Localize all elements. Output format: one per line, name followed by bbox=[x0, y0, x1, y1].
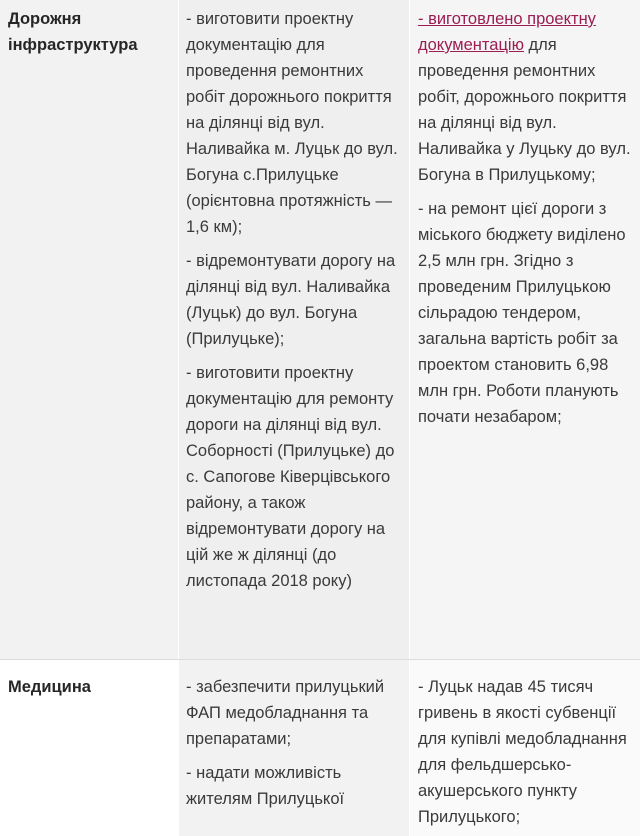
plans-cell bbox=[179, 0, 409, 659]
plan-item: - виготовити проектну документацію для проведення ремонтних робіт дорожнього покриття на ділянці від вул. Наливайка м. Луцьк до вул. Богуна с.Прилуцьке (орієнтовна протяжність —1,6 км); bbox=[186, 10, 398, 236]
plan-item: - надати можливість жителям Прилуцької bbox=[186, 764, 345, 808]
category-label: Медицина bbox=[8, 678, 91, 696]
result-item: - Луцьк надав 45 тисяч гривень в якості субвенції для купівлі медобладнання для фельдшерсько-акушерського пункту Прилуцького; bbox=[418, 678, 627, 826]
result-item: - на ремонт цієї дороги з міського бюджету виділено 2,5 млн грн. Згідно з проведеним Прилуцькою сільрадою тендером, загальна вартість робіт за проектом становить 6,98 млн грн. Роботи планують почати незабаром; bbox=[418, 200, 626, 426]
result-text: для проведення ремонтних робіт, дорожнього покриття на ділянці від вул. Наливайка у Луцьку до вул. Богуна в Прилуцькому; bbox=[418, 36, 631, 184]
results-cell bbox=[410, 0, 640, 659]
category-cell bbox=[0, 0, 178, 659]
table-row-medicine bbox=[0, 660, 640, 836]
result-item bbox=[418, 6, 634, 188]
plan-item: - забезпечити прилуцький ФАП медобладнання та препаратами; bbox=[186, 678, 385, 748]
category-label: Дорожня інфраструктура bbox=[8, 10, 138, 54]
results-cell bbox=[410, 660, 640, 836]
documentation-link[interactable]: - виготовлено проектну документацію bbox=[418, 10, 596, 54]
plan-item: - виготовити проектну документацію для ремонту дороги на ділянці від вул. Соборності (Прилуцьке) до с. Сапогове Ківерцівського району, а також відремонтувати дорогу на цій же ж ділянці (до листопада 2018 року) bbox=[186, 364, 395, 590]
plan-item: - відремонтувати дорогу на ділянці від вул. Наливайка (Луцьк) до вул. Богуна (Прилуцьке); bbox=[186, 252, 396, 348]
plans-cell bbox=[179, 660, 409, 836]
category-cell bbox=[0, 660, 178, 836]
